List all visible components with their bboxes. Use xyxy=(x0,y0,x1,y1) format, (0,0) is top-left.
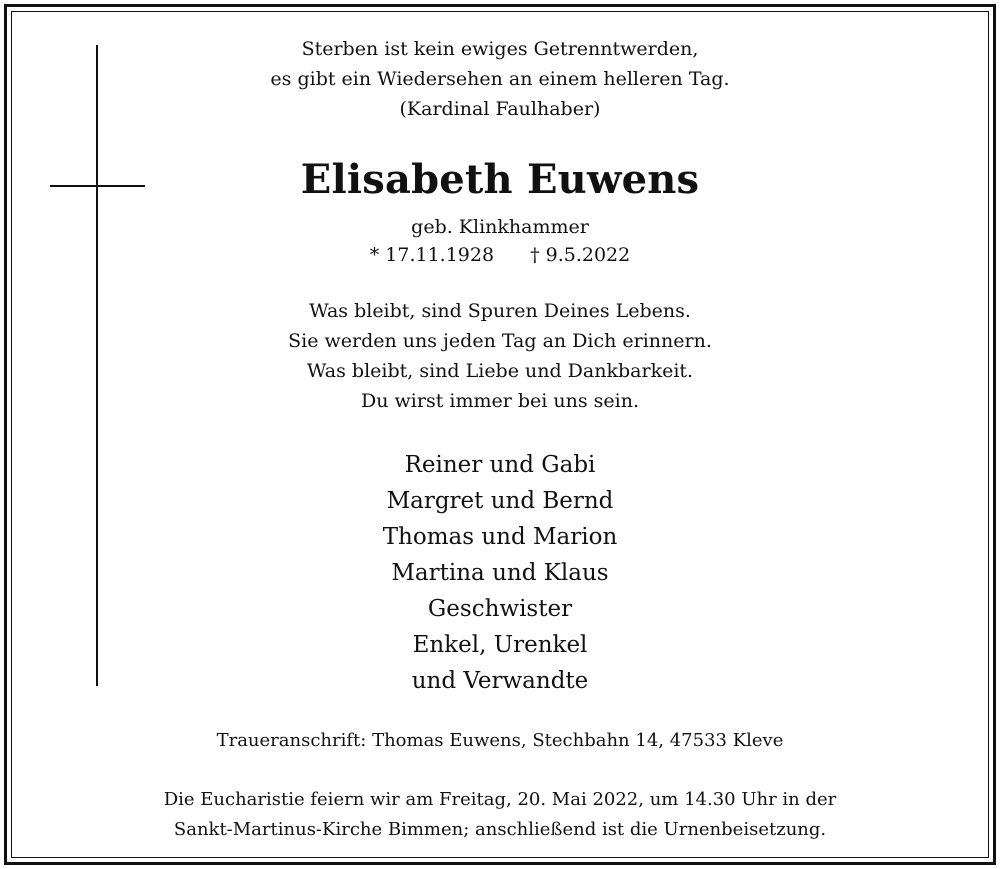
quote-attribution: (Kardinal Faulhaber) xyxy=(399,98,601,120)
mourner-entry: Margret und Bernd xyxy=(386,488,614,514)
service-line: Sankt-Martinus-Kirche Bimmen; anschließend ist die Urnenbeisetzung. xyxy=(173,819,827,840)
birth-name: geb. Klinkhammer xyxy=(411,216,589,238)
poem-line: Was bleibt, sind Liebe und Dankbarkeit. xyxy=(306,360,694,382)
life-dates xyxy=(0,240,1000,270)
mourner-entry: Reiner und Gabi xyxy=(404,452,596,478)
memorial-quote xyxy=(0,34,1000,124)
deceased-name: Elisabeth Euwens xyxy=(300,156,700,203)
poem-line: Was bleibt, sind Spuren Deines Lebens. xyxy=(309,300,691,322)
mourner-entry: Martina und Klaus xyxy=(391,560,609,586)
quote-line: Sterben ist kein ewiges Getrenntwerden, xyxy=(301,38,699,60)
service-notice xyxy=(0,785,1000,845)
memorial-poem xyxy=(0,296,1000,416)
birth-date: * 17.11.1928 xyxy=(369,244,495,266)
mourner-entry: Enkel, Urenkel xyxy=(412,632,588,658)
service-line: Die Eucharistie feiern wir am Freitag, 20. Mai 2022, um 14.30 Uhr in der xyxy=(163,789,837,810)
mourning-address: Traueranschrift: Thomas Euwens, Stechbahn 14, 47533 Kleve xyxy=(216,730,784,751)
mourner-entry: Thomas und Marion xyxy=(382,524,618,550)
death-date: † 9.5.2022 xyxy=(530,244,631,266)
poem-line: Du wirst immer bei uns sein. xyxy=(361,390,639,412)
poem-line: Sie werden uns jeden Tag an Dich erinnern. xyxy=(288,330,712,352)
mourner-entry: und Verwandte xyxy=(411,668,589,694)
quote-line: es gibt ein Wiedersehen an einem helleren Tag. xyxy=(270,68,730,90)
mourners-list xyxy=(0,447,1000,699)
mourner-entry: Geschwister xyxy=(427,596,573,622)
